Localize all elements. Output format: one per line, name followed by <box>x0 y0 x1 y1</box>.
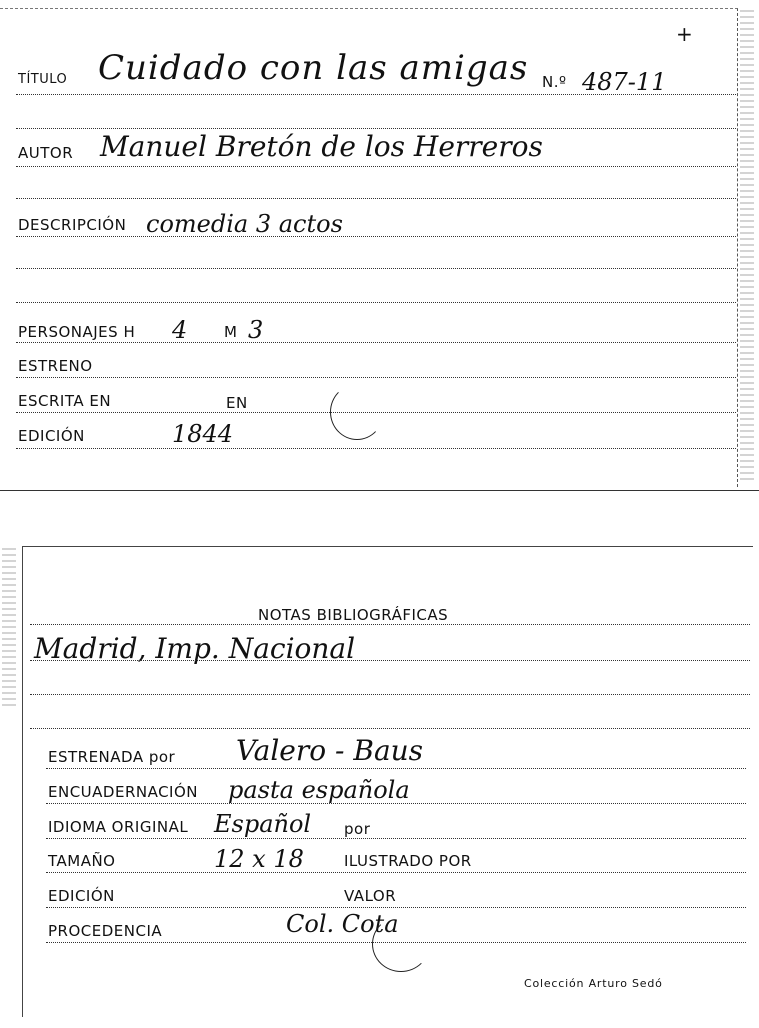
tamano-rule <box>46 872 746 873</box>
autor-value: Manuel Bretón de los Herreros <box>100 130 543 163</box>
personajes-m-value: 3 <box>248 316 264 344</box>
notas-rule-3 <box>30 728 750 729</box>
collection-stamp: Colección Arturo Sedó <box>524 977 663 990</box>
ilustrado-label: ILUSTRADO POR <box>344 852 472 870</box>
autor-rule <box>16 166 736 167</box>
notas-rule-1 <box>30 660 750 661</box>
edicion-label-top: EDICIÓN <box>18 427 85 445</box>
encuadernacion-label: ENCUADERNACIÓN <box>48 783 199 801</box>
titulo-label: TÍTULO <box>18 72 68 87</box>
titulo-rule <box>16 94 736 95</box>
por-label: por <box>344 820 371 838</box>
encuadernacion-value: pasta española <box>228 776 410 804</box>
edicion-value-top: 1844 <box>172 420 234 448</box>
rule-2 <box>16 128 736 129</box>
idioma-label: IDIOMA ORIGINAL <box>48 818 189 836</box>
notas-value: Madrid, Imp. Nacional <box>34 632 356 665</box>
estreno-label: ESTRENO <box>18 357 93 375</box>
escrita-en-label: ESCRITA EN <box>18 392 112 410</box>
procedencia-label: PROCEDENCIA <box>48 922 163 940</box>
numero-label: N.º <box>542 73 567 91</box>
estreno-rule <box>16 377 736 378</box>
titulo-value: Cuidado con las amigas <box>98 48 529 88</box>
stain-circle <box>330 384 384 440</box>
notas-heading-rule <box>30 624 750 625</box>
procedencia-stain <box>372 916 430 972</box>
edicion-rule-top <box>16 448 736 449</box>
notas-rule-2 <box>30 694 750 695</box>
rule-6 <box>16 268 736 269</box>
estrenada-value: Valero - Baus <box>236 734 424 767</box>
idioma-value: Español <box>214 810 312 838</box>
encuadernacion-rule <box>46 803 746 804</box>
descripcion-label: DESCRIPCIÓN <box>18 216 127 234</box>
rule-4 <box>16 198 736 199</box>
tamano-value: 12 x 18 <box>214 845 304 873</box>
idioma-rule <box>46 838 746 839</box>
edicion-rule-bottom <box>46 907 746 908</box>
card-separator <box>0 490 759 491</box>
estrenada-rule <box>46 768 746 769</box>
numero-value: 487-11 <box>582 68 667 96</box>
personajes-rule <box>16 342 736 343</box>
edicion-label-bottom: EDICIÓN <box>48 887 115 905</box>
card-edge-texture <box>740 10 754 480</box>
rule-7 <box>16 302 736 303</box>
descripcion-value: comedia 3 actos <box>146 210 343 238</box>
valor-label: VALOR <box>344 887 397 905</box>
notas-heading: NOTAS BIBLIOGRÁFICAS <box>258 606 449 624</box>
card-edge-texture-bottom <box>2 548 16 708</box>
personajes-label: PERSONAJES H <box>18 323 136 341</box>
en-label: EN <box>226 394 248 412</box>
personajes-m-label: M <box>224 323 238 341</box>
tamano-label: TAMAÑO <box>48 852 116 870</box>
cross-mark: + <box>676 22 693 46</box>
estrenada-label: ESTRENADA por <box>48 748 176 766</box>
procedencia-value: Col. Cota <box>286 910 399 938</box>
autor-label: AUTOR <box>18 144 74 162</box>
descripcion-rule <box>16 236 736 237</box>
personajes-h-value: 4 <box>172 316 188 344</box>
